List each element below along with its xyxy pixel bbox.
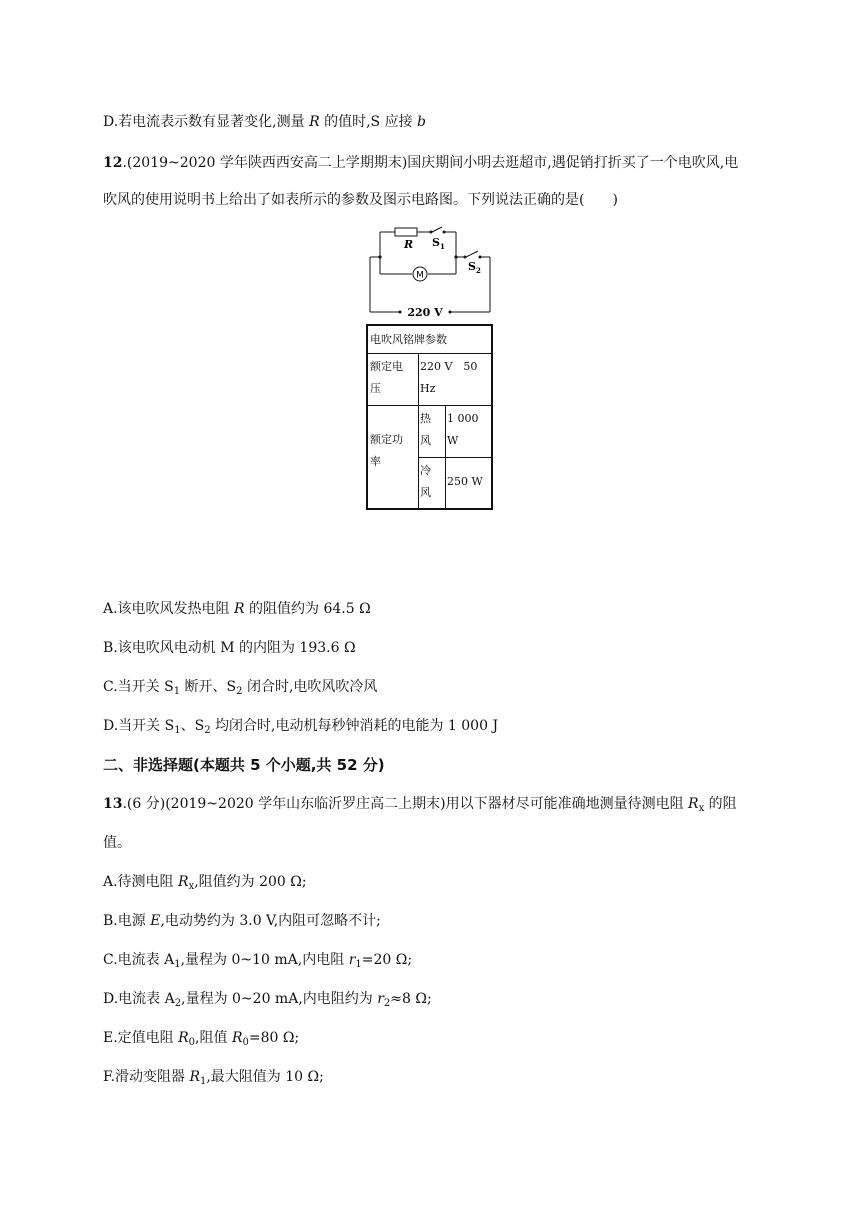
q12-option-b: B.该电吹风电动机 M 的内阻为 193.6 Ω <box>103 640 356 656</box>
var: R <box>178 874 189 890</box>
switch-s2 <box>466 251 478 257</box>
text: 闭合时,电吹风吹冷风 <box>242 679 378 695</box>
text: S <box>468 260 476 273</box>
text: .(2019~2020 学年陕西西安高二上学期期末)国庆期间小明去逛超市,遇促销打折买了一个电吹风,电 <box>122 155 739 171</box>
text: A.待测电阻 <box>103 874 179 890</box>
var: r <box>377 991 384 1007</box>
subscript: x <box>188 881 195 892</box>
question-number: 13 <box>103 796 123 812</box>
var: R <box>189 1069 200 1085</box>
q13-stem-line2: 值。 <box>103 835 131 851</box>
q12-stem-line2: 吹风的使用说明书上给出了如表所示的参数及图示电路图。下列说法正确的是( ) <box>103 192 618 208</box>
table-title: 电吹风铭牌参数 <box>370 333 447 346</box>
var: R <box>309 114 320 130</box>
text: E.定值电阻 <box>103 1030 179 1046</box>
question-number: 12 <box>103 155 123 171</box>
q13-stem-line1 <box>103 795 737 818</box>
q13-item-b <box>103 912 381 930</box>
switch-s1 <box>432 227 442 232</box>
cold-air-label <box>418 457 445 508</box>
q11-option-d <box>103 113 426 131</box>
text: 的阻值约为 64.5 Ω <box>244 601 371 617</box>
text: ,电动势约为 3.0 V,内阻可忽略不计; <box>160 913 381 929</box>
text: 断开、S <box>180 679 237 695</box>
text: D.若电流表示数有显著变化,测量 <box>103 114 310 130</box>
subscript: 2 <box>174 998 182 1009</box>
text: ,量程为 0~20 mA,内电阻约为 <box>181 991 378 1007</box>
subscript: 0 <box>188 1037 196 1048</box>
text: =20 Ω; <box>361 952 413 968</box>
text: .(6 分)(2019~2020 学年山东临沂罗庄高二上期末)用以下器材尽可能准确地测量待测电阻 <box>122 796 689 812</box>
text: =80 Ω; <box>248 1030 300 1046</box>
text: 率 <box>370 455 381 468</box>
var: E <box>150 913 161 929</box>
var: R <box>688 796 699 812</box>
text: Hz <box>420 382 436 395</box>
q13-item-e <box>103 1029 299 1052</box>
text: B.电源 <box>103 913 151 929</box>
q12-option-a <box>103 600 371 618</box>
q12-stem-line1 <box>103 154 738 172</box>
label-voltage: 220 V <box>407 306 443 319</box>
spec-table <box>366 324 493 510</box>
text: C.当开关 S <box>103 679 174 695</box>
text: ,量程为 0~10 mA,内电阻 <box>180 952 349 968</box>
label-s1 <box>432 236 445 251</box>
text: ≈8 Ω; <box>390 991 432 1007</box>
text: D.电流表 A <box>103 991 175 1007</box>
subscript: 1 <box>174 959 181 970</box>
var: R <box>234 601 245 617</box>
subscript: 0 <box>242 1037 249 1048</box>
var: r <box>348 952 356 968</box>
text: S <box>432 236 440 249</box>
q13-item-f <box>103 1068 324 1091</box>
var: R <box>231 1030 243 1046</box>
subscript: 1 <box>199 1076 207 1087</box>
hot-air-value <box>445 405 491 457</box>
text: 均闭合时,电动机每秒钟消耗的电能为 1 000 J <box>210 718 499 734</box>
text: 风 <box>420 434 431 447</box>
resistor-r <box>395 228 417 236</box>
subscript: 2 <box>383 998 391 1009</box>
text: ,阻值约为 200 Ω; <box>194 874 307 890</box>
text: A.该电吹风发热电阻 <box>103 601 235 617</box>
q13-item-d <box>103 990 432 1013</box>
rated-voltage-label <box>368 353 418 405</box>
q12-option-d <box>103 717 498 740</box>
text: 额定功 <box>370 433 403 446</box>
text: ,最大阻值为 10 Ω; <box>206 1069 324 1085</box>
subscript: 1 <box>173 686 181 697</box>
label-m: M <box>416 270 424 281</box>
rated-power-label <box>368 405 418 508</box>
text: 风 <box>420 486 431 499</box>
text: 1 000 <box>447 412 479 425</box>
text: 1 <box>439 242 445 251</box>
text: 的阻 <box>704 796 737 812</box>
var: b <box>417 114 426 130</box>
text: 220 V 50 <box>420 360 478 373</box>
hot-air-label <box>418 405 445 457</box>
text: F.滑动变阻器 <box>103 1069 190 1085</box>
subscript: 2 <box>236 686 243 697</box>
text: W <box>447 434 459 447</box>
q13-item-a <box>103 873 307 896</box>
text: ,阻值 <box>195 1030 232 1046</box>
section-heading: 二、非选择题(本题共 5 个小题,共 52 分) <box>103 756 385 774</box>
subscript: 1 <box>174 725 181 736</box>
text: 2 <box>475 266 481 275</box>
divider <box>445 405 446 508</box>
label-r: R <box>404 238 414 251</box>
text: 、S <box>180 718 205 734</box>
rated-voltage-value <box>418 353 491 405</box>
label-s2 <box>468 260 481 275</box>
text: 压 <box>370 382 381 395</box>
q13-item-c <box>103 951 412 974</box>
circuit-diagram <box>360 222 500 322</box>
text: 额定电 <box>370 360 403 373</box>
text: C.电流表 A <box>103 952 175 968</box>
subscript: x <box>698 803 705 814</box>
cold-air-value: 250 W <box>447 475 483 488</box>
text: 冷 <box>420 464 431 477</box>
text: 的值时,S 应接 <box>319 114 418 130</box>
var: R <box>178 1030 189 1046</box>
q12-option-c <box>103 678 377 701</box>
subscript: 2 <box>204 725 211 736</box>
text: 热 <box>420 412 431 425</box>
subscript: 1 <box>355 959 362 970</box>
text: D.当开关 S <box>103 718 175 734</box>
